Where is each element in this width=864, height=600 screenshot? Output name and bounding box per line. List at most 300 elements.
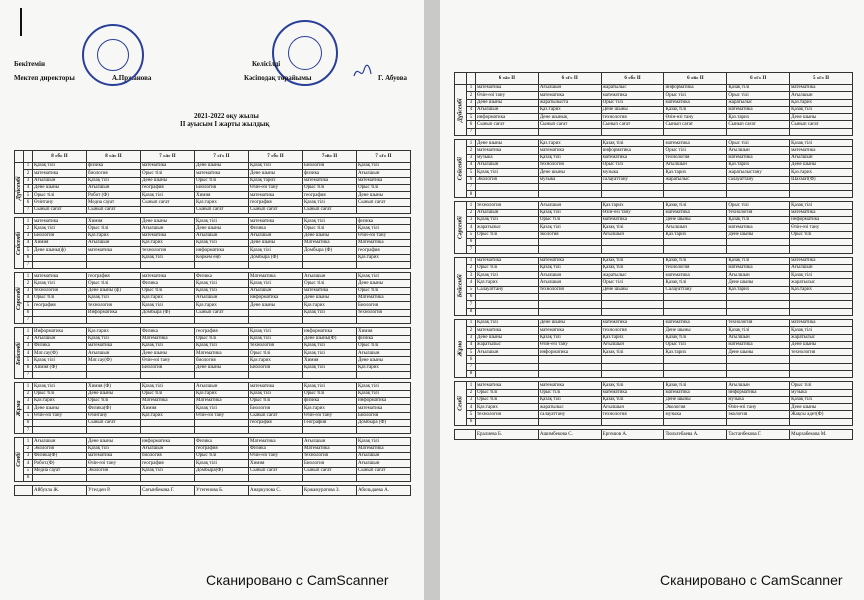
lesson-row (15, 206, 411, 213)
lesson-cell: математика (664, 209, 727, 216)
lesson-number: 6 (467, 294, 476, 301)
lesson-cell: Сынып сағат (195, 309, 249, 316)
lesson-number: 4 (467, 341, 476, 348)
lesson-cell (195, 427, 249, 434)
lesson-cell: Ағылшын (303, 273, 357, 280)
class-header: 6 «г» ІІ (727, 73, 790, 85)
lesson-cell (601, 356, 664, 363)
lesson-cell: математика (601, 389, 664, 396)
lesson-cell (195, 474, 249, 481)
lesson-cell (33, 309, 87, 316)
lesson-cell: Сынып сағат (87, 419, 141, 426)
lesson-cell (357, 474, 411, 481)
lesson-cell: Сынып сағат (538, 121, 601, 128)
lesson-row (455, 319, 853, 326)
teacher-name: Ергешов А. (601, 430, 664, 440)
lesson-cell: Өзін-өзі тану (601, 209, 664, 216)
lesson-cell: технология (357, 309, 411, 316)
lesson-row (455, 404, 853, 411)
lesson-cell: салауаттану (727, 176, 790, 183)
lesson-cell: Қазақ тілі (303, 383, 357, 390)
lesson-cell: Қазақ тілі (727, 257, 790, 264)
director-name: А.Пржанова (112, 74, 152, 82)
lesson-cell: экология (538, 231, 601, 238)
teacher-name: Ашимбекова С. (538, 430, 601, 440)
lesson-cell (33, 254, 87, 261)
lesson-number: 1 (467, 202, 476, 209)
lesson-cell: Қаз.тарих (790, 286, 853, 293)
lesson-number: 3 (24, 452, 33, 459)
lesson-cell: Ағылшын (357, 170, 411, 177)
lesson-cell: жаратылыста (538, 99, 601, 106)
lesson-cell: Өзін-өзі тану (33, 412, 87, 419)
lesson-cell: Қазақ тілі (303, 199, 357, 206)
teacher-row (455, 430, 853, 440)
lesson-cell (33, 261, 87, 268)
lesson-number: 7 (467, 183, 476, 190)
lesson-number: 3 (24, 232, 33, 239)
lesson-cell (727, 363, 790, 370)
lesson-cell: технология (601, 411, 664, 418)
lesson-cell: информатика (141, 438, 195, 445)
lesson-number: 3 (467, 396, 476, 403)
lesson-number: 8 (467, 370, 476, 377)
lesson-cell: Дене шыны (790, 114, 853, 121)
lesson-cell: Өзін-өзі тану (790, 224, 853, 231)
lesson-row (15, 287, 411, 294)
lesson-cell: математика (141, 232, 195, 239)
lesson-cell: Орыс тілі (790, 382, 853, 389)
lesson-cell: Биология (357, 302, 411, 309)
lesson-cell (476, 301, 539, 308)
lesson-cell: Қаз.тарих (538, 106, 601, 113)
lesson-number: 2 (467, 327, 476, 334)
lesson-row (15, 357, 411, 364)
lesson-cell (476, 294, 539, 301)
lesson-number: 3 (467, 154, 476, 161)
lesson-cell (476, 418, 539, 425)
lesson-number: 6 (467, 176, 476, 183)
lesson-cell: Математика (357, 295, 411, 302)
lesson-number: 6 (24, 474, 33, 481)
lesson-cell: технология (249, 342, 303, 349)
lesson-cell: Химия (357, 328, 411, 335)
scan-page-right (440, 0, 864, 600)
lesson-number: 6 (467, 238, 476, 245)
teacher-name: Тюльтебаева А. (664, 430, 727, 440)
lesson-cell: Сынып сағат (664, 121, 727, 128)
lesson-cell (87, 316, 141, 323)
lesson-cell: информатика (538, 349, 601, 356)
lesson-cell: Сынып сағат (790, 121, 853, 128)
lesson-cell: Физика (141, 280, 195, 287)
lesson-cell: Математика (195, 350, 249, 357)
lesson-cell (33, 474, 87, 481)
lesson-number: 5 (24, 467, 33, 474)
lesson-row (455, 140, 853, 147)
lesson-cell: математика (476, 85, 539, 92)
lesson-cell (727, 246, 790, 253)
day-label: Дүйсенбі (15, 163, 24, 214)
lesson-cell: физика (303, 170, 357, 177)
lesson-row (455, 356, 853, 363)
lesson-cell: Физика (249, 445, 303, 452)
lesson-cell: математика (87, 452, 141, 459)
lesson-cell: Қазақ тілі (33, 280, 87, 287)
lesson-cell: география (303, 192, 357, 199)
lesson-row (455, 279, 853, 286)
lesson-cell: Дене шыны (141, 350, 195, 357)
lesson-cell (303, 316, 357, 323)
lesson-cell: Қаз.тарих (476, 279, 539, 286)
lesson-cell: Қазақ тілі (727, 217, 790, 224)
header-row (15, 151, 411, 163)
lesson-cell: Орыс тілі (249, 397, 303, 404)
lesson-cell: Қазақ тілі (87, 335, 141, 342)
lesson-number: 3 (467, 217, 476, 224)
lesson-cell: Қазақ тілі (249, 390, 303, 397)
lesson-cell (538, 308, 601, 315)
lesson-cell: математика (727, 264, 790, 271)
lesson-cell: Қазақ тілі (249, 328, 303, 335)
lesson-number: 4 (467, 224, 476, 231)
lesson-cell: математика (664, 99, 727, 106)
lesson-cell: Қазақ тілі (195, 218, 249, 225)
lesson-cell: Дене шыны (249, 239, 303, 246)
lesson-number: 5 (467, 411, 476, 418)
lesson-cell: Орыс тілі (357, 184, 411, 191)
lesson-cell: Биология (195, 184, 249, 191)
class-header: 7 «г» ІІ (357, 151, 411, 163)
lesson-cell: математика (476, 257, 539, 264)
lesson-cell: Математика (357, 445, 411, 452)
lesson-cell: жаратылыстану (727, 169, 790, 176)
lesson-cell (249, 372, 303, 379)
lesson-cell (476, 238, 539, 245)
lesson-row (15, 192, 411, 199)
lesson-cell: Салауаттану (664, 286, 727, 293)
lesson-cell: Ағылшын (357, 452, 411, 459)
lesson-cell (790, 128, 853, 135)
lesson-cell (664, 246, 727, 253)
lesson-cell: Қазақ тілі (87, 177, 141, 184)
lesson-cell: Ағылшын (476, 349, 539, 356)
lesson-cell: Қазақ тілі (87, 295, 141, 302)
lesson-row (15, 184, 411, 191)
lesson-cell (601, 370, 664, 377)
lesson-row (455, 92, 853, 99)
lesson-cell: Қазақ тілі (195, 239, 249, 246)
lesson-cell: география (249, 419, 303, 426)
lesson-cell: математика (33, 273, 87, 280)
lesson-cell: биология (87, 170, 141, 177)
lesson-cell: Қазақ тілі (357, 438, 411, 445)
lesson-row (455, 217, 853, 224)
lesson-cell: Дене шыны(ф) (33, 247, 87, 254)
lesson-cell (664, 356, 727, 363)
lesson-cell: Өзін-өзі тану (538, 341, 601, 348)
lesson-cell: Физика(Ф) (33, 452, 87, 459)
lesson-cell: Дене шыны (141, 177, 195, 184)
lesson-number: 1 (24, 328, 33, 335)
lesson-cell: Қазақ тілі (357, 163, 411, 170)
lesson-number: 2 (467, 389, 476, 396)
lesson-cell: Ағылшын (195, 295, 249, 302)
lesson-number: 3 (467, 334, 476, 341)
lesson-cell: Орыс тілі (664, 92, 727, 99)
lesson-cell (538, 301, 601, 308)
lesson-cell (790, 363, 853, 370)
lesson-cell: Химия (33, 239, 87, 246)
lesson-cell: жаратылыс (790, 334, 853, 341)
lesson-cell: Химия (249, 460, 303, 467)
lesson-cell (538, 183, 601, 190)
lesson-cell: Ағылшын (87, 184, 141, 191)
lesson-cell: Қазақ тілі (538, 224, 601, 231)
lesson-cell (33, 316, 87, 323)
lesson-number: 6 (24, 364, 33, 371)
lesson-cell: Орыс тілі (195, 177, 249, 184)
lesson-cell: математика (538, 382, 601, 389)
lesson-cell: Информатика (87, 309, 141, 316)
lesson-cell (664, 418, 727, 425)
lesson-cell: Қаз.тарих (727, 161, 790, 168)
lesson-cell: информатика (303, 328, 357, 335)
lesson-cell: Қаз.тарих (601, 202, 664, 209)
lesson-cell (601, 294, 664, 301)
lesson-row (455, 301, 853, 308)
lesson-cell (601, 238, 664, 245)
lesson-cell: Ағылшын (727, 334, 790, 341)
lesson-cell: Робот.(Ф) (33, 460, 87, 467)
lesson-cell: Дене шыны (476, 140, 539, 147)
lesson-cell: Қазақ тілі (303, 364, 357, 371)
lesson-cell: математика (33, 170, 87, 177)
day-label: Сейсенбі (15, 218, 24, 269)
class-header: 6 «в» ІІ (664, 73, 727, 85)
lesson-number: 1 (24, 163, 33, 170)
lesson-cell: жаратылыс (476, 341, 539, 348)
lesson-row (15, 328, 411, 335)
lesson-cell: Дене шыны (476, 99, 539, 106)
lesson-cell: Дене шыны (601, 286, 664, 293)
lesson-cell: Қаз.тарих (538, 140, 601, 147)
lesson-cell: Қаз.тарих (357, 254, 411, 261)
lesson-cell: математика (249, 218, 303, 225)
header-row (455, 73, 853, 85)
lesson-cell: Қазақ тілі (303, 350, 357, 357)
lesson-cell: Химия (303, 357, 357, 364)
lesson-cell: Қазақ тілі (601, 396, 664, 403)
class-header (15, 151, 24, 163)
lesson-cell: Қазақ тілі (357, 390, 411, 397)
lesson-cell: Қаз.тарих (476, 404, 539, 411)
lesson-cell: математика (538, 147, 601, 154)
lesson-number: 4 (467, 404, 476, 411)
lesson-cell: биология (141, 452, 195, 459)
lesson-cell: Қазақ тілі (33, 357, 87, 364)
lesson-cell: Қаз.тарих (195, 390, 249, 397)
lesson-cell: Мат.сау(Ф) (87, 357, 141, 364)
lesson-cell: салауаттану (538, 411, 601, 418)
lesson-row (455, 121, 853, 128)
lesson-cell (87, 372, 141, 379)
lesson-cell: Қазақ тілі (476, 217, 539, 224)
lesson-number: 2 (24, 225, 33, 232)
lesson-cell: Қазақ тілі (141, 302, 195, 309)
lesson-cell: математика (790, 209, 853, 216)
lesson-row (15, 474, 411, 481)
lesson-cell (727, 183, 790, 190)
lesson-cell: Қазақ тілі (664, 279, 727, 286)
lesson-row (455, 382, 853, 389)
lesson-row (15, 350, 411, 357)
class-header: 6 «а» ІІ (476, 73, 539, 85)
lesson-number: 4 (467, 161, 476, 168)
lesson-cell (303, 427, 357, 434)
lesson-number: 7 (24, 372, 33, 379)
teacher-row (15, 486, 411, 496)
lesson-cell: Жақсы әдет(Ф) (790, 411, 853, 418)
lesson-cell (303, 372, 357, 379)
lesson-row (455, 389, 853, 396)
lesson-cell: жаратылыс (790, 279, 853, 286)
lesson-cell (195, 372, 249, 379)
lesson-cell: Дене шыны (ф) (87, 287, 141, 294)
lesson-row (455, 327, 853, 334)
lesson-cell (790, 308, 853, 315)
lesson-cell: География (303, 419, 357, 426)
lesson-cell: Экология (33, 445, 87, 452)
camscanner-watermark: Сканировано с CamScanner (660, 572, 843, 588)
lesson-number: 3 (24, 397, 33, 404)
teacher-name: Анаркулова С. (249, 486, 303, 496)
lesson-cell: Ағылшын (727, 147, 790, 154)
lesson-cell: Дене шыны (195, 163, 249, 170)
lesson-cell: Ағылшын (538, 85, 601, 92)
lesson-cell: Қазақ тілі (601, 349, 664, 356)
lesson-cell: информатика (195, 247, 249, 254)
day-label: Сенбі (15, 438, 24, 482)
teacher-name: Утелден Р. (87, 486, 141, 496)
lesson-cell: Қазақ тілі (303, 218, 357, 225)
school-seal-icon (82, 24, 144, 86)
lesson-cell: математика (601, 92, 664, 99)
lesson-cell: Қаз.тарих (601, 334, 664, 341)
lesson-cell: музыка (476, 154, 539, 161)
lesson-cell: Қазақ тілі (303, 309, 357, 316)
lesson-cell: Қазақ тілі (249, 335, 303, 342)
lesson-cell: география (141, 184, 195, 191)
lesson-cell: математика (538, 327, 601, 334)
lesson-cell: Қазақ тілі (303, 342, 357, 349)
class-header (455, 73, 467, 85)
lesson-cell (538, 370, 601, 377)
lesson-row (15, 232, 411, 239)
lesson-cell: математика (249, 192, 303, 199)
lesson-cell: Қаз.тарих (141, 295, 195, 302)
lesson-cell: Дене шыны (33, 405, 87, 412)
lesson-cell: технология (601, 114, 664, 121)
lesson-cell: Орыс тілі (303, 390, 357, 397)
lesson-cell: Дене шыны (195, 225, 249, 232)
lesson-row (15, 239, 411, 246)
lesson-cell: Дене шыны (790, 341, 853, 348)
lesson-cell: Қазақ тілі (601, 382, 664, 389)
lesson-row (15, 254, 411, 261)
lesson-cell (33, 427, 87, 434)
lesson-row (455, 224, 853, 231)
lesson-cell: Орыс тілі (538, 389, 601, 396)
lesson-cell: география (87, 273, 141, 280)
lesson-cell: Ағылшын (664, 224, 727, 231)
lesson-row (15, 397, 411, 404)
lesson-row (15, 383, 411, 390)
class-header (24, 151, 33, 163)
lesson-cell: Ағылшын (601, 404, 664, 411)
lesson-cell: Домбыра (Ф) (357, 419, 411, 426)
lesson-cell (141, 316, 195, 323)
lesson-cell: технология (476, 202, 539, 209)
lesson-cell: Қаз.тарих (727, 286, 790, 293)
lesson-cell: Қазақ тілі (249, 280, 303, 287)
lesson-cell: Қаз.тарих (664, 349, 727, 356)
lesson-cell: математика (303, 287, 357, 294)
lesson-cell: география (249, 199, 303, 206)
lesson-row (455, 396, 853, 403)
lesson-cell: математика (538, 92, 601, 99)
lesson-row (455, 183, 853, 190)
lesson-number: 5 (24, 192, 33, 199)
lesson-row (15, 199, 411, 206)
lesson-cell: Қаз.тарих (87, 328, 141, 335)
lesson-row (455, 272, 853, 279)
lesson-cell: Сынып сағат (141, 199, 195, 206)
lesson-row (15, 445, 411, 452)
lesson-cell (476, 308, 539, 315)
class-header: 5 «г» ІІ (790, 73, 853, 85)
lesson-cell: Ағылшын (249, 287, 303, 294)
lesson-number: 7 (24, 427, 33, 434)
lesson-cell: математика (141, 273, 195, 280)
lesson-cell (727, 128, 790, 135)
signature-icon (352, 62, 372, 82)
lesson-cell: математика (476, 327, 539, 334)
lesson-cell (727, 308, 790, 315)
lesson-cell: математика (87, 342, 141, 349)
lesson-cell: Дене шыны (33, 184, 87, 191)
lesson-row (15, 273, 411, 280)
lesson-cell (664, 301, 727, 308)
lesson-cell (87, 427, 141, 434)
lesson-cell: Қазақ тілі (727, 85, 790, 92)
lesson-cell (141, 206, 195, 213)
lesson-cell: Қазақ тілі (601, 264, 664, 271)
lesson-cell: математика (249, 383, 303, 390)
lesson-cell: Дене шыны (790, 404, 853, 411)
lesson-cell: Орыс тілі (476, 231, 539, 238)
lesson-cell: Дене шыны (303, 232, 357, 239)
teacher-name: Утегенова Б. (195, 486, 249, 496)
lesson-cell: Орыс тілі (249, 350, 303, 357)
lesson-row (15, 177, 411, 184)
lesson-row (15, 467, 411, 474)
lesson-cell: Ағылшын (141, 445, 195, 452)
lesson-cell (249, 261, 303, 268)
lesson-cell: информатика (664, 85, 727, 92)
lesson-cell (249, 474, 303, 481)
lesson-cell: Сынып сағат (195, 206, 249, 213)
